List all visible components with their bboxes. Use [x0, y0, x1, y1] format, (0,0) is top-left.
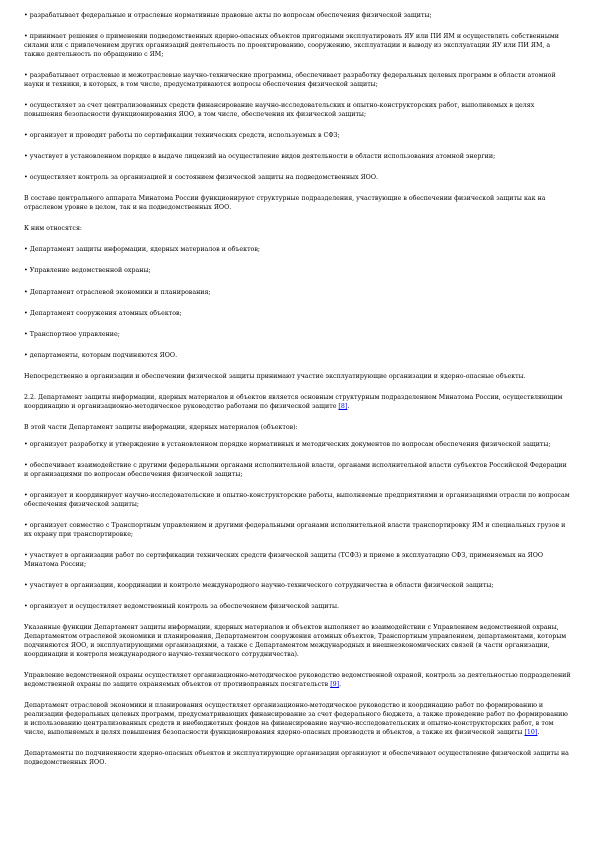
paragraph — [24, 174, 572, 183]
paragraph — [24, 153, 572, 162]
reference-link[interactable]: [10] — [524, 728, 538, 736]
paragraph — [24, 492, 572, 510]
paragraph — [24, 522, 572, 540]
paragraph-text: К ним относятся: — [24, 225, 83, 233]
paragraph — [24, 195, 572, 213]
paragraph — [24, 624, 572, 660]
paragraph — [24, 352, 572, 361]
paragraph — [24, 552, 572, 570]
paragraph — [24, 394, 572, 412]
paragraph-text: Департамент отраслевой экономики и планирования осуществляет организационно-методическое руководство и координацию работ по формированию и реализации федеральных целевых программ, предусматривающих финансирование за счет федерального бюджета, а также проведение работ по формированию и использованию централизованных средств и внебюджетных фондов на финансирование научно-исследовательских и опытно-конструкторских работ, в том числе, выполняемых в целях повышения безопасности функционирования ядерно-опасных производств и объектов, а также их физической защиты — [24, 702, 568, 736]
paragraph-text: • разрабатывает отраслевые и межотраслевые научно-технические программы, обеспечивает разработку федеральных целевых программ в области атомной науки и техники, в которых, в том числе, предусматриваются вопросы обеспечения физической защиты; — [24, 72, 556, 88]
paragraph — [24, 462, 572, 480]
paragraph — [24, 225, 572, 234]
paragraph — [24, 289, 572, 298]
paragraph-text: Департаменты по подчиненности ядерно-опасных объектов и эксплуатирующие организации организуют и обеспечивают осуществление физической защиты на подведомственных ЯОО. — [24, 749, 569, 766]
paragraph-text: • разрабатывает федеральные и отраслевые нормативные правовые акты по вопросам обеспечения физической защиты; — [24, 12, 432, 19]
paragraph-text: • Департамент сооружения атомных объектов; — [24, 309, 182, 317]
paragraph — [24, 441, 572, 450]
paragraph-text: Непосредственно в организации и обеспечении физической защиты принимают участие эксплуатирующие организации и ядерно-опасные объекты. — [24, 372, 526, 380]
paragraph — [24, 750, 572, 768]
paragraph-text: • обеспечивает взаимодействие с другими федеральными органами исполнительной власти, органами исполнительной власти субъектов Российской Федерации и организациями по вопросам обеспечения физической защиты; — [24, 462, 567, 478]
paragraph — [24, 12, 572, 21]
paragraph — [24, 672, 572, 690]
paragraph-tail: . — [339, 680, 342, 688]
paragraph — [24, 702, 572, 738]
paragraph-text: В этой части Департамент защиты информации, ядерных материалов (объектов): — [24, 424, 298, 432]
paragraph — [24, 72, 572, 90]
paragraph-text: • Департамент отраслевой экономики и планирования; — [24, 288, 211, 296]
paragraph-text: • организует и координирует научно-исследовательские и опытно-конструкторские работы, выполняемые предприятиями и организациями отрасли по вопросам обеспечения физической защиты; — [24, 492, 570, 508]
paragraph-text: • организует и проводит работы по сертификации технических средств, используемых в СФЗ; — [24, 132, 340, 139]
paragraph-text: • Управление ведомственной охраны; — [24, 267, 151, 275]
paragraph-text: • осуществляет за счет централизованных средств финансирование научно-исследовательских и опытно-конструкторских работ, выполняемых в целях повышения безопасности функционирования ЯОО, в том числе, обеспечения их физической защиты; — [24, 102, 535, 118]
paragraph-text: • Департамент защиты информации, ядерных материалов и объектов; — [24, 246, 261, 254]
paragraph — [24, 331, 572, 340]
paragraph — [24, 102, 572, 120]
reference-link[interactable]: [8] — [338, 402, 348, 410]
paragraph-tail: . — [347, 402, 350, 410]
paragraph — [24, 246, 572, 255]
paragraph — [24, 603, 572, 612]
paragraph — [24, 373, 572, 382]
paragraph-text: • организует разработку и утверждение в установленном порядке нормативных и методических документов по вопросам обеспечения физической защиты; — [24, 440, 551, 448]
paragraph-text: • департаменты, которым подчиняются ЯОО. — [24, 351, 178, 359]
paragraph-text: • принимает решения о применении подведомственных ядерно-опасных объектов пригодными эксплуатировать ЯУ или ПИ ЯМ и осуществлять собственными силами или с привлечением других организаций деятельность по проектированию, сооружению, эксплуатации и выводу из эксплуатации ЯУ или ПИ ЯМ, а также деятельность по обращению с ЯМ; — [24, 33, 559, 58]
paragraph-text: • участвует в организации, координации и контроле международного научно-технического сотрудничества в области физической защиты; — [24, 582, 494, 590]
paragraph-text: • Транспортное управление; — [24, 330, 120, 338]
reference-link[interactable]: [9] — [330, 680, 340, 688]
paragraph-text: • участвует в организации работ по сертификации технических средств физической защиты (ТСФЗ) и приеме в эксплуатацию СФЗ, применяемых на ЯОО Минатома России; — [24, 552, 544, 568]
paragraph — [24, 424, 572, 433]
paragraph — [24, 582, 572, 591]
paragraph — [24, 267, 572, 276]
paragraph-text: В составе центрального аппарата Минатома России функционируют структурные подразделения, участвующие в обеспечении физической защиты как на отраслевом уровне в целом, так и на подведомственных ЯОО. — [24, 195, 546, 212]
paragraph-text: Управление ведомственной охраны осуществляет организационно-методическое руководство ведомственной охраной, контроль за деятельностью подразделений ведомственной охраны по защите охраняемых объектов от противоправных посягательств — [24, 672, 571, 688]
paragraph-text: • участвует в установленном порядке в выдаче лицензий на осуществление видов деятельности в области использования атомной энергии; — [24, 153, 496, 161]
paragraph — [24, 33, 572, 60]
paragraph-tail: . — [537, 728, 540, 736]
paragraph — [24, 310, 572, 319]
document-body — [24, 12, 572, 780]
paragraph — [24, 132, 572, 141]
paragraph-text: • осуществляет контроль за организацией и состоянием физической защиты на подведомственных ЯОО. — [24, 174, 378, 182]
paragraph-text: • организует и осуществляет ведомственный контроль за обеспечением физической защиты. — [24, 603, 339, 611]
paragraph-text: 2.2. Департамент защиты информации, ядерных материалов и объектов является основным структурным подразделением Минатома России, осуществляющим координацию и организационно-методическое руководство работами по физической защите — [24, 394, 563, 410]
paragraph-text: Указанные функции Департамент защиты информации, ядерных материалов и объектов выполняет во взаимодействии с Управлением ведомственной охраны, Департаментом отраслевой экономики и планирования, Департаментом сооружения атомных объектов, Транспортным управлением, департаментами, которым подчиняются ЯОО, и эксплуатирующими организациями, а также с Департаментом международных и внешнеэкономических связей (в части организации, координации и контроля международного научно-технического сотрудничества). — [24, 624, 567, 658]
paragraph-text: • организует совместно с Транспортным управлением и другими федеральными органами исполнительной власти транспортировку ЯМ и специальных грузов и их охрану при транспортировке; — [24, 522, 566, 538]
